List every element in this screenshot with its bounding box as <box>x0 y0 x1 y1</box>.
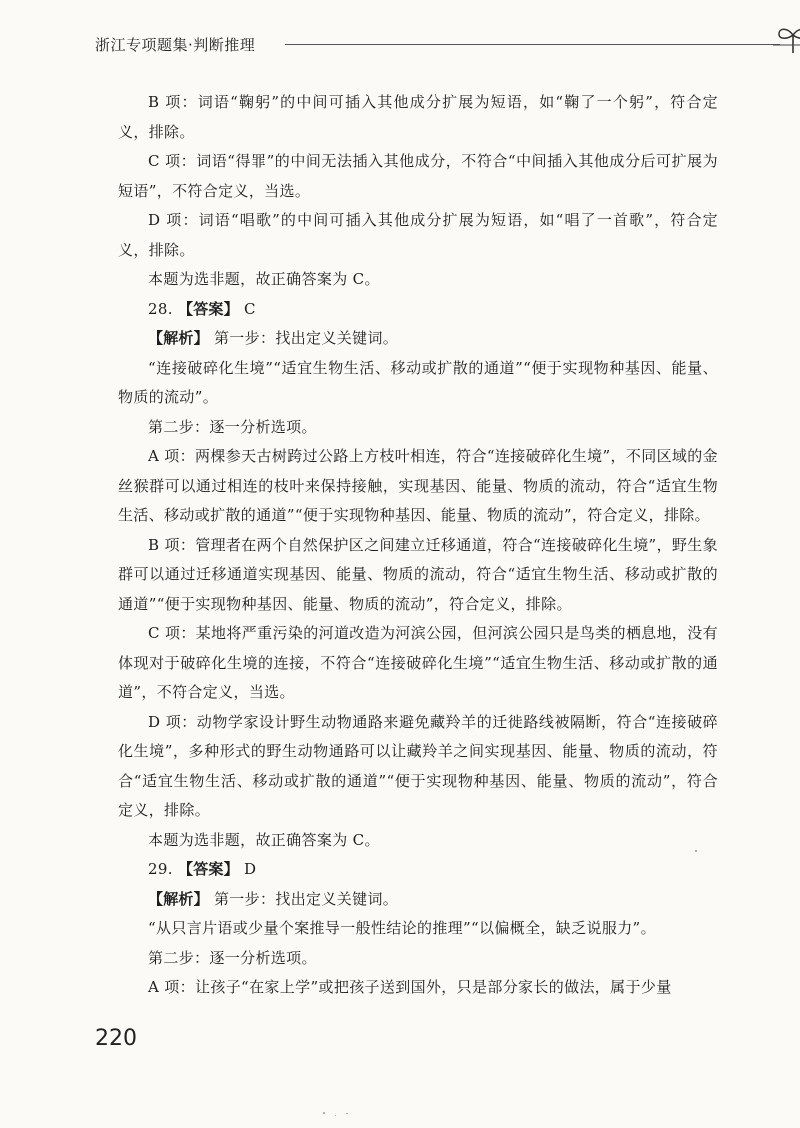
question-29-step-two: 第二步：逐一分析选项。 <box>148 948 317 967</box>
sprout-icon <box>773 24 800 58</box>
running-header <box>95 30 735 64</box>
book-title: 浙江专项题集·判断推理 <box>95 36 256 54</box>
question-28-step-two: 第二步：逐一分析选项。 <box>148 417 317 436</box>
scan-speck <box>346 1113 348 1114</box>
analysis-label: 【解析】 <box>148 889 209 908</box>
question-28-keywords: “连接破碎化生境”“适宜生物生活、移动或扩散的通道”“便于实现物种基因、能量、物质的流动”。 <box>118 358 718 406</box>
question-number: 29. <box>148 860 173 878</box>
page-content <box>118 88 718 1003</box>
question-27-conclusion: 本题为选非题，故正确答案为 C。 <box>148 270 380 288</box>
analysis-label: 【解析】 <box>148 329 209 347</box>
scan-speck <box>695 850 697 852</box>
question-29-analysis <box>118 885 718 915</box>
analysis-step-one: 第一步：找出定义关键词。 <box>213 329 399 347</box>
question-28-option-d: D 项：动物学家设计野生动物通路来避免藏羚羊的迁徙路线被隔断，符合“连接破碎化生境”，多种形式的野生动物通路可以让藏羚羊之间实现基因、能量、物质的流动，符合“适宜生物生活、移动或扩散的通道”“便于实现物种基因、能量、物质的流动”，符合定义，排除。 <box>118 712 718 819</box>
question-28-answer <box>118 295 718 325</box>
paragraph-item-c: C 项：词语“得罪”的中间无法插入其他成分，不符合“中间插入其他成分后可扩展为短语”，不符合定义，当选。 <box>118 152 718 200</box>
scan-speck <box>323 1112 325 1114</box>
question-28-option-a: A 项：两棵参天古树跨过公路上方枝叶相连，符合“连接破碎化生境”，不同区域的金丝猴群可以通过相连的枝叶来保持接触，实现基因、能量、物质的流动，符合“适宜生物生活、移动或扩散的通道”“便于实现物种基因、能量、物质的流动”，符合定义，排除。 <box>118 447 718 524</box>
question-28-analysis <box>118 324 718 354</box>
answer-value: D <box>243 860 257 878</box>
answer-label: 【答案】 <box>178 299 239 318</box>
answer-label: 【答案】 <box>178 860 239 878</box>
question-29-keywords: “从只言片语或少量个案推导一般性结论的推理”“以偏概全，缺乏说服力”。 <box>148 919 656 937</box>
question-28-option-b: B 项：管理者在两个自然保护区之间建立迁移通道，符合“连接破碎化生境”，野生象群可以通过迁移通道实现基因、能量、物质的流动，符合“适宜生物生活、移动或扩散的通道”“便于实现物种基因、能量、物质的流动”，符合定义，排除。 <box>118 535 718 613</box>
paragraph-item-d: D 项：词语“唱歌”的中间可插入其他成分扩展为短语，如“唱了一首歌”，符合定义，排除。 <box>118 211 718 259</box>
answer-value: C <box>243 299 256 318</box>
scan-speck <box>335 1115 336 1116</box>
question-number: 28. <box>148 299 173 318</box>
paragraph-item-b: B 项：词语“鞠躬”的中间可插入其他成分扩展为短语，如“鞠了一个躬”，符合定义，排除。 <box>118 93 718 141</box>
page-number: 220 <box>95 1026 137 1051</box>
question-29-answer <box>118 855 718 885</box>
question-29-option-a: A 项：让孩子“在家上学”或把孩子送到国外，只是部分家长的做法，属于少量 <box>148 978 672 996</box>
analysis-step-one: 第一步：找出定义关键词。 <box>213 889 399 908</box>
header-rule <box>285 44 780 45</box>
question-28-option-c: C 项：某地将严重污染的河道改造为河滨公园，但河滨公园只是鸟类的栖息地，没有体现对于破碎化生境的连接，不符合“连接破碎化生境”“适宜生物生活、移动或扩散的通道”，不符合定义，当选。 <box>118 624 718 701</box>
question-28-conclusion: 本题为选非题，故正确答案为 C。 <box>148 830 380 849</box>
